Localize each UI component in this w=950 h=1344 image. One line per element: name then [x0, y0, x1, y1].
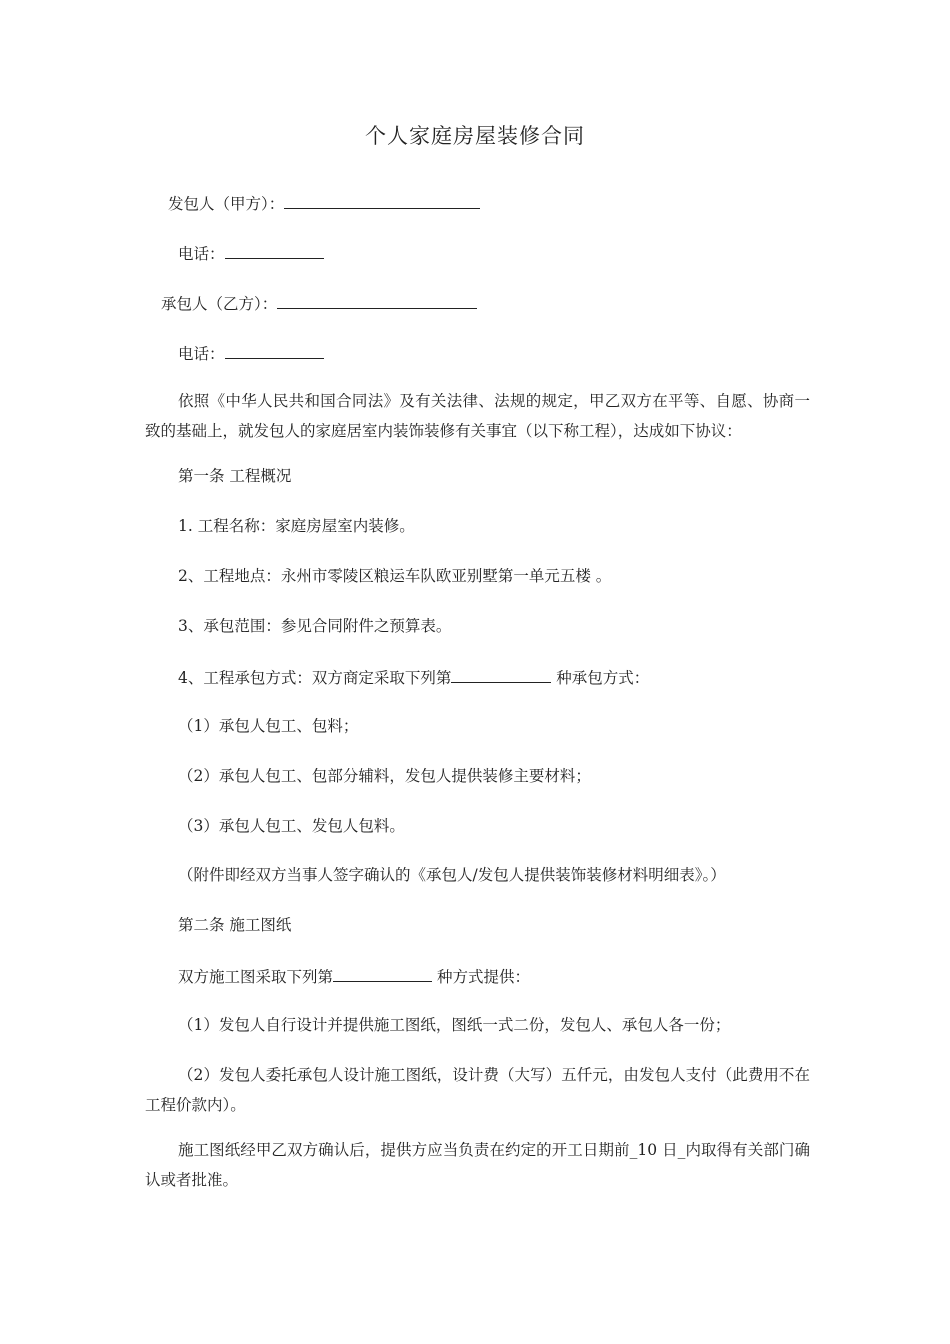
item-4-blank [451, 666, 551, 683]
phone-b-blank [225, 342, 324, 359]
drawings-blank [333, 965, 432, 982]
item-1: 1. 工程名称：家庭房屋室内装修。 [178, 517, 415, 535]
final-para-days: _10 日_ [629, 1141, 686, 1159]
article1-heading: 第一条 工程概况 [178, 467, 292, 485]
item-3: 3、承包范围：参见合同附件之预算表。 [178, 617, 452, 635]
drawings-line [178, 965, 530, 987]
item-4-suffix: 种承包方式： [551, 669, 650, 687]
party-a-phone-line [178, 242, 324, 264]
final-para-suffix: 内取得有关部门确认或者批准。 [145, 1141, 810, 1189]
item-4-prefix: 4、工程承包方式：双方商定采取下列第 [178, 669, 452, 687]
drawings-suffix: 种方式提供： [432, 968, 530, 986]
article2-heading: 第二条 施工图纸 [178, 916, 292, 934]
party-b-phone-line [178, 342, 324, 364]
document-title: 个人家庭房屋装修合同 [365, 124, 585, 148]
phone-label-a: 电话： [178, 245, 225, 263]
party-b-label: 承包人（乙方）： [161, 295, 278, 313]
intro-paragraph: 依照《中华人民共和国合同法》及有关法律、法规的规定，甲乙双方在平等、自愿、协商一致的基础上，就发包人的家庭居室内装饰装修有关事宜（以下称工程），达成如下协议： [145, 392, 810, 440]
party-b-line [161, 292, 477, 314]
item-4 [178, 666, 649, 688]
final-paragraph [145, 1135, 810, 1195]
final-para-prefix: 施工图纸经甲乙双方确认后，提供方应当负责在约定的开工日期前 [178, 1141, 630, 1159]
phone-a-blank [225, 242, 324, 259]
party-a-label: 发包人（甲方）： [168, 195, 285, 213]
drawing-option-2: （2）发包人委托承包人设计施工图纸，设计费（大写）五仟元，由发包人支付（此费用不在工程价款内）。 [145, 1066, 810, 1114]
drawing-option-1: （1）发包人自行设计并提供施工图纸，图纸一式二份，发包人、承包人各一份； [178, 1016, 731, 1034]
party-a-blank [284, 192, 480, 209]
option-2: （2）承包人包工、包部分辅料，发包人提供装修主要材料； [178, 767, 591, 785]
option-1: （1）承包人包工、包料； [178, 717, 359, 735]
phone-label-b: 电话： [178, 345, 225, 363]
option-3: （3）承包人包工、发包人包料。 [178, 817, 405, 835]
party-b-blank [277, 292, 477, 309]
drawings-prefix: 双方施工图采取下列第 [178, 968, 334, 986]
party-a-line [168, 192, 480, 214]
appendix-note: （附件即经双方当事人签字确认的《承包人/发包人提供装饰装修材料明细表》。） [178, 866, 726, 884]
item-2: 2、工程地点：永州市零陵区粮运车队欧亚别墅第一单元五楼 。 [178, 567, 612, 585]
